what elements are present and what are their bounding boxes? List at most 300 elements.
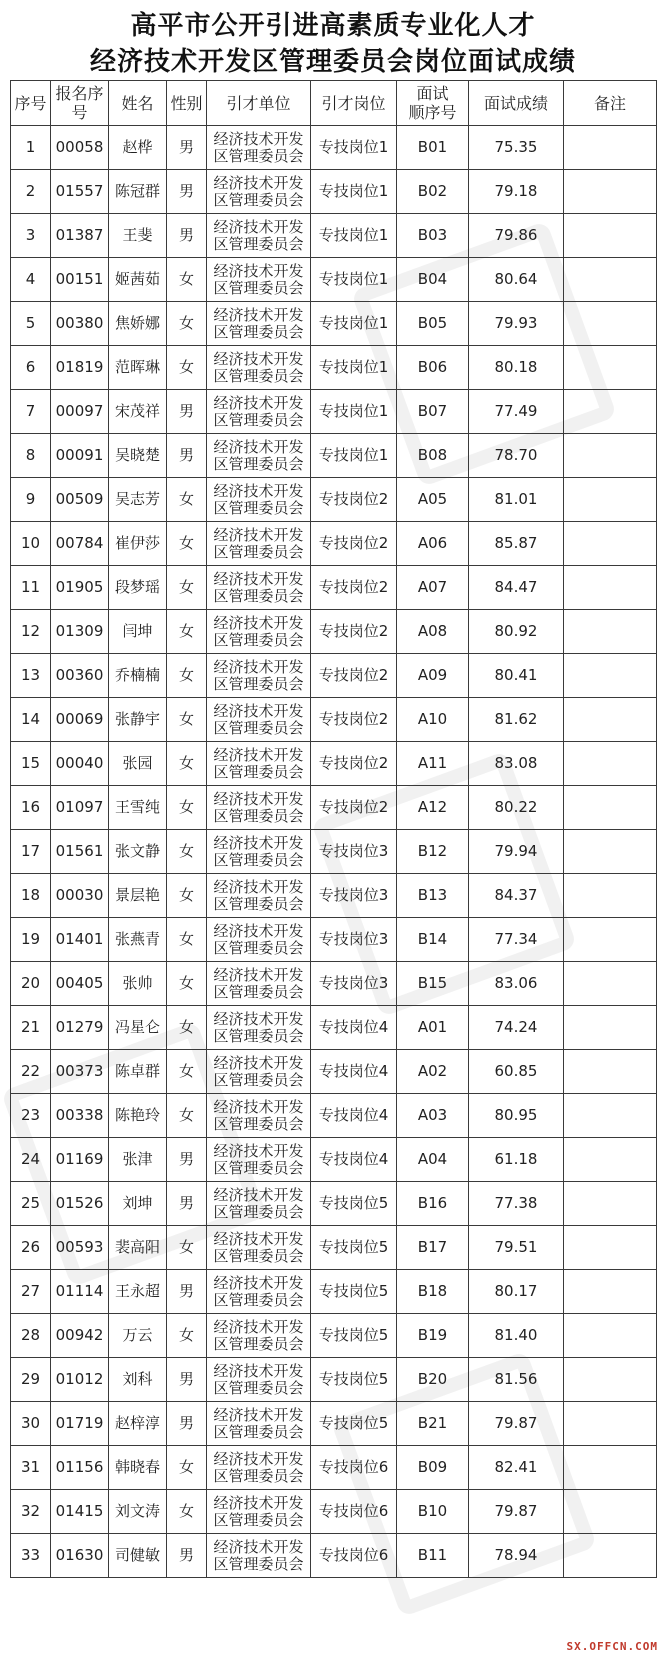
table-row: [11, 214, 657, 258]
unit-line-1: 经济技术开发: [213, 833, 304, 852]
unit-line-2: 区管理委员会: [213, 366, 304, 385]
cell-post: 专技岗位3: [311, 830, 397, 874]
cell-remark: [564, 566, 657, 610]
table-row: [11, 522, 657, 566]
cell-seq: 15: [11, 742, 51, 786]
cell-gender: 男: [167, 1270, 207, 1314]
header-gender: 性别: [167, 81, 207, 126]
cell-score: 79.86: [469, 214, 564, 258]
cell-seq: 8: [11, 434, 51, 478]
table-row: [11, 1446, 657, 1490]
unit-line-2: 区管理委员会: [213, 674, 304, 693]
cell-seq: 14: [11, 698, 51, 742]
table-row: [11, 566, 657, 610]
cell-gender: 女: [167, 258, 207, 302]
unit-line-2: 区管理委员会: [213, 1070, 304, 1089]
cell-name: 宋茂祥: [109, 390, 167, 434]
unit-line-1: 经济技术开发: [213, 1229, 304, 1248]
cell-unit: [207, 962, 311, 1006]
table-row: [11, 1050, 657, 1094]
unit-line-1: 经济技术开发: [213, 261, 304, 280]
table-row: [11, 478, 657, 522]
cell-registration-number: 01561: [51, 830, 109, 874]
cell-registration-number: 00405: [51, 962, 109, 1006]
unit-line-2: 区管理委员会: [213, 630, 304, 649]
cell-unit: [207, 390, 311, 434]
cell-registration-number: 00373: [51, 1050, 109, 1094]
cell-name: 张燕青: [109, 918, 167, 962]
cell-seq: 11: [11, 566, 51, 610]
cell-registration-number: 01905: [51, 566, 109, 610]
cell-name: 赵梓淳: [109, 1402, 167, 1446]
unit-line-2: 区管理委员会: [213, 1378, 304, 1397]
table-row: [11, 1270, 657, 1314]
cell-remark: [564, 1006, 657, 1050]
cell-seq: 5: [11, 302, 51, 346]
cell-post: 专技岗位1: [311, 346, 397, 390]
unit-line-1: 经济技术开发: [213, 1449, 304, 1468]
cell-gender: 女: [167, 1490, 207, 1534]
unit-line-2: 区管理委员会: [213, 1026, 304, 1045]
cell-registration-number: 01279: [51, 1006, 109, 1050]
cell-gender: 女: [167, 918, 207, 962]
cell-remark: [564, 302, 657, 346]
cell-unit: [207, 566, 311, 610]
cell-interview-order: A10: [397, 698, 469, 742]
unit-line-1: 经济技术开发: [213, 1097, 304, 1116]
table-header-row: [11, 81, 657, 126]
cell-score: 80.17: [469, 1270, 564, 1314]
cell-gender: 女: [167, 1006, 207, 1050]
unit-line-1: 经济技术开发: [213, 481, 304, 500]
cell-registration-number: 00097: [51, 390, 109, 434]
cell-remark: [564, 742, 657, 786]
cell-interview-order: B19: [397, 1314, 469, 1358]
cell-seq: 16: [11, 786, 51, 830]
cell-registration-number: 01012: [51, 1358, 109, 1402]
cell-score: 61.18: [469, 1138, 564, 1182]
cell-seq: 2: [11, 170, 51, 214]
cell-post: 专技岗位3: [311, 918, 397, 962]
cell-post: 专技岗位1: [311, 390, 397, 434]
cell-remark: [564, 1446, 657, 1490]
cell-gender: 男: [167, 1138, 207, 1182]
unit-line-1: 经济技术开发: [213, 393, 304, 412]
table-row: [11, 1314, 657, 1358]
cell-post: 专技岗位1: [311, 170, 397, 214]
cell-remark: [564, 962, 657, 1006]
table-row: [11, 918, 657, 962]
cell-registration-number: 00338: [51, 1094, 109, 1138]
cell-unit: [207, 1534, 311, 1578]
cell-name: 张文静: [109, 830, 167, 874]
cell-score: 85.87: [469, 522, 564, 566]
cell-seq: 30: [11, 1402, 51, 1446]
cell-post: 专技岗位1: [311, 434, 397, 478]
cell-score: 83.08: [469, 742, 564, 786]
cell-interview-order: B18: [397, 1270, 469, 1314]
cell-name: 王永超: [109, 1270, 167, 1314]
cell-registration-number: 00942: [51, 1314, 109, 1358]
cell-unit: [207, 302, 311, 346]
cell-gender: 女: [167, 1050, 207, 1094]
cell-unit: [207, 1490, 311, 1534]
cell-remark: [564, 918, 657, 962]
header-interview-order: [397, 81, 469, 126]
cell-gender: 男: [167, 390, 207, 434]
cell-seq: 10: [11, 522, 51, 566]
cell-name: 赵桦: [109, 126, 167, 170]
unit-line-2: 区管理委员会: [213, 718, 304, 737]
unit-line-2: 区管理委员会: [213, 1466, 304, 1485]
cell-unit: [207, 258, 311, 302]
cell-seq: 21: [11, 1006, 51, 1050]
cell-seq: 18: [11, 874, 51, 918]
cell-score: 81.40: [469, 1314, 564, 1358]
site-watermark: SX.OFFCN.COM: [566, 1640, 658, 1653]
cell-interview-order: B08: [397, 434, 469, 478]
table-row: [11, 742, 657, 786]
cell-registration-number: 01097: [51, 786, 109, 830]
unit-line-1: 经济技术开发: [213, 877, 304, 896]
table-body: [11, 126, 657, 1578]
cell-unit: [207, 434, 311, 478]
cell-name: 陈冠群: [109, 170, 167, 214]
cell-score: 80.64: [469, 258, 564, 302]
cell-score: 84.47: [469, 566, 564, 610]
table-row: [11, 390, 657, 434]
cell-interview-order: A01: [397, 1006, 469, 1050]
cell-interview-order: A04: [397, 1138, 469, 1182]
unit-line-1: 经济技术开发: [213, 173, 304, 192]
unit-line-1: 经济技术开发: [213, 1405, 304, 1424]
cell-interview-order: A08: [397, 610, 469, 654]
cell-post: 专技岗位3: [311, 874, 397, 918]
unit-line-2: 区管理委员会: [213, 1158, 304, 1177]
cell-post: 专技岗位2: [311, 742, 397, 786]
cell-gender: 男: [167, 434, 207, 478]
cell-unit: [207, 214, 311, 258]
table-row: [11, 170, 657, 214]
cell-post: 专技岗位1: [311, 126, 397, 170]
header-reg-line-1: 报名序: [55, 84, 104, 103]
cell-name: 张静宇: [109, 698, 167, 742]
cell-remark: [564, 1138, 657, 1182]
cell-interview-order: A12: [397, 786, 469, 830]
cell-score: 77.38: [469, 1182, 564, 1226]
unit-line-2: 区管理委员会: [213, 982, 304, 1001]
cell-name: 张津: [109, 1138, 167, 1182]
cell-gender: 男: [167, 1182, 207, 1226]
cell-interview-order: B01: [397, 126, 469, 170]
table-row: [11, 962, 657, 1006]
cell-gender: 男: [167, 214, 207, 258]
cell-unit: [207, 1270, 311, 1314]
cell-post: 专技岗位5: [311, 1402, 397, 1446]
cell-post: 专技岗位5: [311, 1270, 397, 1314]
cell-seq: 17: [11, 830, 51, 874]
table-row: [11, 698, 657, 742]
cell-score: 77.49: [469, 390, 564, 434]
header-order-line-1: 面试: [416, 84, 449, 103]
unit-line-2: 区管理委员会: [213, 806, 304, 825]
cell-interview-order: B10: [397, 1490, 469, 1534]
cell-score: 84.37: [469, 874, 564, 918]
table-row: [11, 786, 657, 830]
cell-gender: 女: [167, 1226, 207, 1270]
cell-interview-order: A07: [397, 566, 469, 610]
cell-interview-order: B14: [397, 918, 469, 962]
unit-line-1: 经济技术开发: [213, 613, 304, 632]
cell-seq: 6: [11, 346, 51, 390]
cell-unit: [207, 654, 311, 698]
cell-post: 专技岗位5: [311, 1182, 397, 1226]
header-order-line-2: 顺序号: [408, 103, 457, 122]
cell-remark: [564, 1050, 657, 1094]
cell-unit: [207, 1446, 311, 1490]
cell-remark: [564, 1358, 657, 1402]
cell-registration-number: 00058: [51, 126, 109, 170]
cell-interview-order: A11: [397, 742, 469, 786]
cell-interview-order: B02: [397, 170, 469, 214]
cell-gender: 女: [167, 1094, 207, 1138]
cell-score: 80.92: [469, 610, 564, 654]
cell-remark: [564, 654, 657, 698]
cell-remark: [564, 214, 657, 258]
cell-post: 专技岗位4: [311, 1138, 397, 1182]
results-table: [10, 80, 657, 1578]
table-row: [11, 302, 657, 346]
cell-remark: [564, 1534, 657, 1578]
cell-post: 专技岗位2: [311, 698, 397, 742]
unit-line-2: 区管理委员会: [213, 410, 304, 429]
cell-post: 专技岗位2: [311, 478, 397, 522]
unit-line-1: 经济技术开发: [213, 217, 304, 236]
unit-line-2: 区管理委员会: [213, 938, 304, 957]
cell-name: 裴高阳: [109, 1226, 167, 1270]
unit-line-2: 区管理委员会: [213, 234, 304, 253]
cell-unit: [207, 522, 311, 566]
cell-score: 79.87: [469, 1402, 564, 1446]
cell-unit: [207, 1094, 311, 1138]
cell-name: 张帅: [109, 962, 167, 1006]
table-row: [11, 126, 657, 170]
cell-registration-number: 01557: [51, 170, 109, 214]
cell-gender: 女: [167, 346, 207, 390]
cell-score: 79.87: [469, 1490, 564, 1534]
cell-name: 刘坤: [109, 1182, 167, 1226]
cell-remark: [564, 170, 657, 214]
unit-line-2: 区管理委员会: [213, 542, 304, 561]
cell-remark: [564, 1490, 657, 1534]
cell-seq: 20: [11, 962, 51, 1006]
cell-name: 刘科: [109, 1358, 167, 1402]
cell-remark: [564, 1226, 657, 1270]
cell-score: 79.18: [469, 170, 564, 214]
unit-line-1: 经济技术开发: [213, 1185, 304, 1204]
cell-seq: 27: [11, 1270, 51, 1314]
cell-score: 82.41: [469, 1446, 564, 1490]
table-row: [11, 258, 657, 302]
cell-registration-number: 01156: [51, 1446, 109, 1490]
cell-name: 吴志芳: [109, 478, 167, 522]
cell-interview-order: A03: [397, 1094, 469, 1138]
cell-registration-number: 01819: [51, 346, 109, 390]
unit-line-1: 经济技术开发: [213, 525, 304, 544]
cell-seq: 28: [11, 1314, 51, 1358]
cell-gender: 女: [167, 742, 207, 786]
cell-interview-order: A05: [397, 478, 469, 522]
cell-unit: [207, 830, 311, 874]
unit-line-2: 区管理委员会: [213, 278, 304, 297]
cell-seq: 19: [11, 918, 51, 962]
cell-name: 范晖琳: [109, 346, 167, 390]
cell-remark: [564, 258, 657, 302]
cell-unit: [207, 478, 311, 522]
cell-name: 张园: [109, 742, 167, 786]
cell-gender: 女: [167, 654, 207, 698]
cell-post: 专技岗位2: [311, 610, 397, 654]
table-row: [11, 1490, 657, 1534]
cell-registration-number: 01169: [51, 1138, 109, 1182]
cell-name: 万云: [109, 1314, 167, 1358]
unit-line-1: 经济技术开发: [213, 701, 304, 720]
cell-post: 专技岗位2: [311, 786, 397, 830]
cell-unit: [207, 170, 311, 214]
unit-line-1: 经济技术开发: [213, 569, 304, 588]
unit-line-1: 经济技术开发: [213, 1009, 304, 1028]
header-seq: 序号: [11, 81, 51, 126]
unit-line-2: 区管理委员会: [213, 1422, 304, 1441]
cell-post: 专技岗位1: [311, 214, 397, 258]
unit-line-2: 区管理委员会: [213, 146, 304, 165]
cell-post: 专技岗位6: [311, 1534, 397, 1578]
cell-gender: 女: [167, 874, 207, 918]
cell-unit: [207, 1358, 311, 1402]
cell-gender: 女: [167, 478, 207, 522]
cell-interview-order: A02: [397, 1050, 469, 1094]
table-row: [11, 1094, 657, 1138]
cell-post: 专技岗位1: [311, 258, 397, 302]
cell-gender: 女: [167, 1314, 207, 1358]
cell-gender: 男: [167, 126, 207, 170]
cell-remark: [564, 126, 657, 170]
cell-interview-order: B13: [397, 874, 469, 918]
cell-post: 专技岗位2: [311, 522, 397, 566]
cell-registration-number: 00593: [51, 1226, 109, 1270]
cell-name: 韩晓春: [109, 1446, 167, 1490]
unit-line-2: 区管理委员会: [213, 498, 304, 517]
unit-line-1: 经济技术开发: [213, 789, 304, 808]
unit-line-1: 经济技术开发: [213, 1537, 304, 1556]
cell-seq: 32: [11, 1490, 51, 1534]
title-line-1: 高平市公开引进高素质专业化人才: [130, 11, 536, 41]
header-name: 姓名: [109, 81, 167, 126]
cell-interview-order: B06: [397, 346, 469, 390]
cell-name: 闫坤: [109, 610, 167, 654]
cell-interview-order: B16: [397, 1182, 469, 1226]
cell-interview-order: B17: [397, 1226, 469, 1270]
cell-name: 乔楠楠: [109, 654, 167, 698]
header-reg-line-2: 号: [71, 103, 88, 122]
cell-seq: 26: [11, 1226, 51, 1270]
cell-gender: 女: [167, 610, 207, 654]
unit-line-2: 区管理委员会: [213, 586, 304, 605]
cell-registration-number: 01719: [51, 1402, 109, 1446]
cell-registration-number: 01630: [51, 1534, 109, 1578]
cell-seq: 1: [11, 126, 51, 170]
unit-line-2: 区管理委员会: [213, 1246, 304, 1265]
cell-interview-order: B15: [397, 962, 469, 1006]
cell-remark: [564, 478, 657, 522]
cell-remark: [564, 434, 657, 478]
cell-unit: [207, 1402, 311, 1446]
unit-line-2: 区管理委员会: [213, 1510, 304, 1529]
cell-registration-number: 01387: [51, 214, 109, 258]
cell-score: 81.62: [469, 698, 564, 742]
cell-score: 80.41: [469, 654, 564, 698]
table-row: [11, 1358, 657, 1402]
table-row: [11, 346, 657, 390]
cell-registration-number: 00360: [51, 654, 109, 698]
cell-score: 83.06: [469, 962, 564, 1006]
unit-line-2: 区管理委员会: [213, 454, 304, 473]
cell-unit: [207, 874, 311, 918]
cell-post: 专技岗位4: [311, 1094, 397, 1138]
cell-seq: 4: [11, 258, 51, 302]
cell-gender: 男: [167, 1402, 207, 1446]
table-row: [11, 1534, 657, 1578]
cell-unit: [207, 1182, 311, 1226]
cell-score: 60.85: [469, 1050, 564, 1094]
cell-score: 78.94: [469, 1534, 564, 1578]
cell-post: 专技岗位6: [311, 1446, 397, 1490]
cell-remark: [564, 390, 657, 434]
table-row: [11, 1138, 657, 1182]
unit-line-2: 区管理委员会: [213, 190, 304, 209]
cell-unit: [207, 610, 311, 654]
cell-seq: 23: [11, 1094, 51, 1138]
cell-gender: 女: [167, 786, 207, 830]
cell-name: 景层艳: [109, 874, 167, 918]
cell-score: 80.95: [469, 1094, 564, 1138]
unit-line-1: 经济技术开发: [213, 1141, 304, 1160]
cell-seq: 31: [11, 1446, 51, 1490]
cell-score: 79.94: [469, 830, 564, 874]
cell-remark: [564, 522, 657, 566]
cell-registration-number: 01401: [51, 918, 109, 962]
cell-name: 陈艳玲: [109, 1094, 167, 1138]
unit-line-2: 区管理委员会: [213, 1202, 304, 1221]
cell-remark: [564, 698, 657, 742]
cell-seq: 22: [11, 1050, 51, 1094]
cell-name: 陈卓群: [109, 1050, 167, 1094]
cell-name: 崔伊莎: [109, 522, 167, 566]
cell-post: 专技岗位4: [311, 1006, 397, 1050]
unit-line-1: 经济技术开发: [213, 129, 304, 148]
cell-interview-order: B20: [397, 1358, 469, 1402]
unit-line-2: 区管理委员会: [213, 1114, 304, 1133]
unit-line-2: 区管理委员会: [213, 762, 304, 781]
unit-line-1: 经济技术开发: [213, 1361, 304, 1380]
cell-registration-number: 00509: [51, 478, 109, 522]
cell-seq: 12: [11, 610, 51, 654]
cell-name: 王斐: [109, 214, 167, 258]
table-row: [11, 654, 657, 698]
cell-remark: [564, 610, 657, 654]
cell-score: 80.22: [469, 786, 564, 830]
cell-gender: 女: [167, 302, 207, 346]
